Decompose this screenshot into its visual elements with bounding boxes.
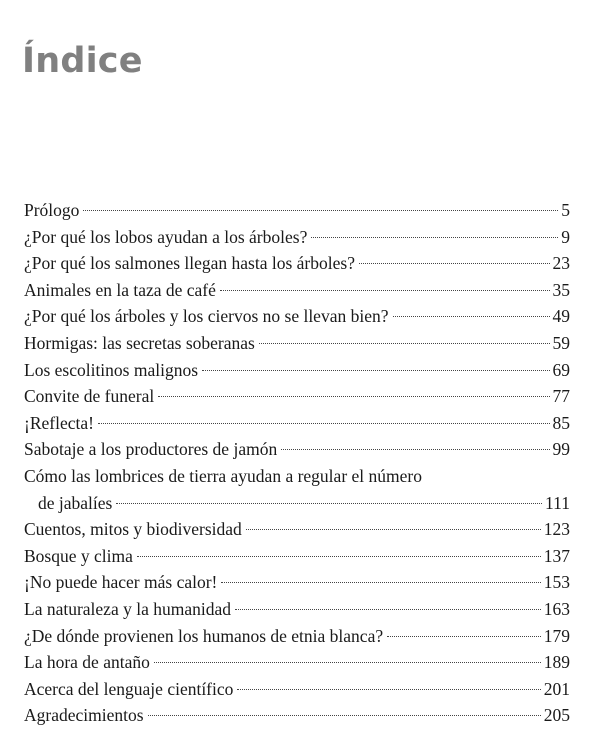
toc-entry[interactable] [24,436,570,463]
toc-entry-title: Acerca del lenguaje científico [24,678,234,699]
toc-entry-page: 77 [552,386,570,407]
dot-leader [235,609,541,610]
toc-entry-title: La hora de antaño [24,652,150,673]
toc-entry-title-line-two: de jabalíes [38,492,113,513]
toc-entry[interactable] [24,250,570,277]
toc-entry[interactable] [24,649,570,676]
toc-entry[interactable] [24,303,570,330]
dot-leader [158,396,549,397]
dot-leader [148,715,541,716]
toc-entry[interactable] [24,410,570,437]
dot-leader [393,316,550,317]
toc-entry[interactable] [24,224,570,251]
dot-leader [220,290,550,291]
toc-entry[interactable] [24,463,570,516]
toc-entry[interactable] [24,623,570,650]
toc-entry-title: Hormigas: las secretas soberanas [24,332,255,353]
toc-entry[interactable] [24,197,570,224]
toc-entry[interactable] [24,516,570,543]
toc-entry-title: Convite de funeral [24,386,155,407]
toc-entry-title: ¡Reflecta! [24,412,94,433]
toc-entry-page: 49 [552,306,570,327]
toc-entry-page: 201 [543,678,570,699]
toc-entry-title: La naturaleza y la humanidad [24,598,231,619]
dot-leader [237,689,540,690]
toc-entry-title: ¿Por qué los salmones llegan hasta los árboles? [24,253,355,274]
dot-leader [137,556,541,557]
toc-entry-title: ¿Por qué los árboles y los ciervos no se llevan bien? [24,306,389,327]
toc-entry-page: 205 [543,705,570,726]
dot-leader [202,370,549,371]
dot-leader [259,343,550,344]
toc-entry-page: 153 [543,572,570,593]
toc-entry[interactable] [24,357,570,384]
toc-entry[interactable] [24,330,570,357]
toc-entry-page: 59 [552,332,570,353]
toc-entry-title: Agradecimientos [24,705,144,726]
toc-entry[interactable] [24,702,570,729]
dot-leader [116,503,542,504]
dot-leader [387,636,541,637]
toc-entry-title: Bosque y clima [24,545,133,566]
toc-entry-title: Los escolitinos malignos [24,359,199,380]
toc-entry-page: 35 [552,279,570,300]
dot-leader [281,449,549,450]
toc-entry-title: ¡No puede hacer más calor! [24,572,218,593]
toc-entry[interactable] [24,569,570,596]
toc-entry-page: 179 [543,625,570,646]
toc-entry-page: 99 [552,439,570,460]
toc-entry-title: Cuentos, mitos y biodiversidad [24,519,242,540]
dot-leader [221,582,540,583]
toc-entry-page: 9 [561,226,570,247]
toc-entry-title: Prólogo [24,200,80,220]
dot-leader [83,210,558,211]
toc-entry-page: 189 [543,652,570,673]
table-of-contents [24,197,570,729]
dot-leader [311,237,558,238]
toc-entry[interactable] [24,596,570,623]
toc-entry-title: Animales en la taza de café [24,279,216,300]
toc-entry-page: 23 [552,253,570,274]
toc-entry-page: 111 [545,492,570,513]
toc-entry-page: 69 [552,359,570,380]
toc-entry[interactable] [24,676,570,703]
toc-entry[interactable] [24,543,570,570]
page-title: Índice [22,41,143,81]
toc-entry-page: 163 [543,598,570,619]
toc-entry-title: Sabotaje a los productores de jamón [24,439,278,460]
toc-entry-title: ¿De dónde provienen los humanos de etnia blanca? [24,625,384,646]
toc-entry[interactable] [24,383,570,410]
dot-leader [154,662,541,663]
toc-entry-page: 85 [552,412,570,433]
dot-leader [98,423,550,424]
toc-entry-title-line-one: Cómo las lombrices de tierra ayudan a regular el número [24,465,422,486]
dot-leader [359,263,550,264]
dot-leader [246,529,541,530]
toc-entry-title: ¿Por qué los lobos ayudan a los árboles? [24,226,308,247]
toc-entry-page: 123 [543,519,570,540]
toc-entry-page: 137 [543,545,570,566]
toc-entry-page: 5 [561,200,570,220]
toc-entry[interactable] [24,277,570,304]
toc-entry-continuation [24,490,570,517]
